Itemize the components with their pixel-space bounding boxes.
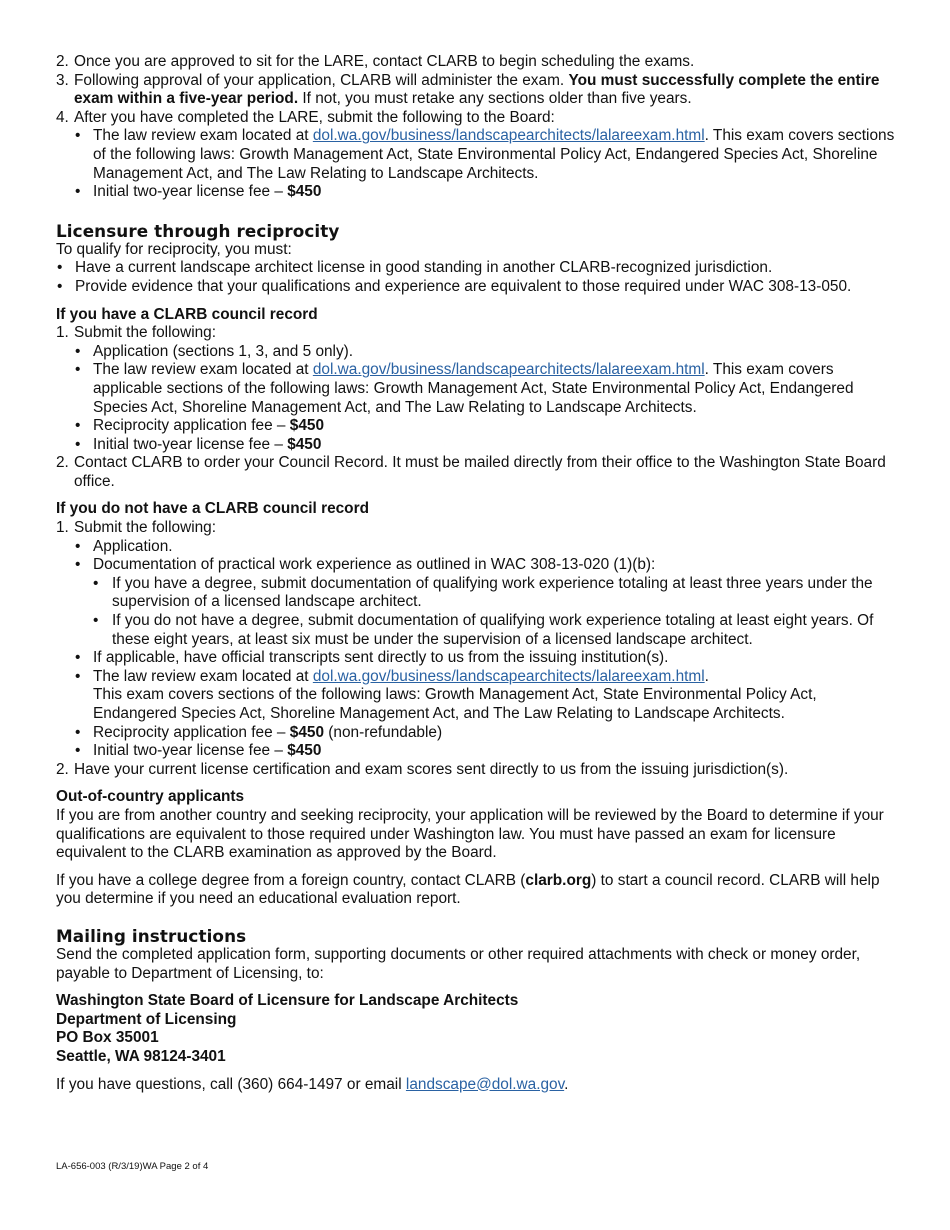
list-item: • Provide evidence that your qualifications and experience are equivalent to those required under WAC 308-13-050. xyxy=(57,277,852,295)
mailing-heading: Mailing instructions xyxy=(56,925,247,946)
list-item: • Initial two-year license fee – $450 xyxy=(75,183,322,201)
list-item: • Initial two-year license fee – $450 xyxy=(75,435,322,453)
bullet-icon: • xyxy=(75,361,81,379)
bullet-icon: • xyxy=(75,723,81,741)
bullet-icon: • xyxy=(75,742,81,760)
with-record-step-2: 2. Contact CLARB to order your Council Record. It must be mailed directly from their office to the Washington State Board office. xyxy=(56,454,886,490)
list-item: • If applicable, have official transcripts sent directly to us from the issuing institution(s). xyxy=(75,649,669,667)
document-page xyxy=(56,53,896,1094)
list-item: • Reciprocity application fee – $450 (non-refundable) xyxy=(75,723,443,741)
bullet-icon: • xyxy=(75,183,81,201)
list-item: • If you have a degree, submit documentation of qualifying work experience totaling at least three years under the supervision of a licensed landscape architect. xyxy=(93,574,873,611)
without-record-heading: If you do not have a CLARB council record xyxy=(56,500,369,518)
without-record-step-1: 1. Submit the following: xyxy=(56,519,217,537)
list-item: • The law review exam located at dol.wa.gov/business/landscapearchitects/lalareexam.html. This exam covers applicable sections of the following laws: Growth Management Act, State Environmental Policy Act, Endangered Species Act, Shoreline Management Act, and The Law Relating to Landscape Architects. xyxy=(75,361,854,416)
bullet-icon: • xyxy=(93,574,99,592)
list-item: • Application. xyxy=(75,537,173,555)
list-item: • Documentation of practical work experience as outlined in WAC 308-13-020 (1)(b): xyxy=(75,556,656,574)
with-record-heading: If you have a CLARB council record xyxy=(56,305,318,323)
list-item: • Have a current landscape architect license in good standing in another CLARB-recognized jurisdiction. xyxy=(57,259,773,277)
reciprocity-heading: Licensure through reciprocity xyxy=(56,220,340,241)
bullet-icon: • xyxy=(75,649,81,667)
bullet-icon: • xyxy=(75,556,81,574)
out-of-country-paragraph: If you are from another country and seeking reciprocity, your application will be reviewed by the Board to determine if your qualifications are equivalent to those required under Washington law. You must have passed an exam for licensure equivalent to the CLARB examination as approved by the Board. xyxy=(56,806,884,862)
bullet-icon: • xyxy=(57,259,63,277)
step-3: 3. Following approval of your application, CLARB will administer the exam. You must successfully complete the entire exam within a five-year period. If not, you must retake any sections older than five years. xyxy=(56,71,880,108)
list-item: • Initial two-year license fee – $450 xyxy=(75,742,322,760)
bullet-icon: • xyxy=(75,127,81,145)
step-2: 2. Once you are approved to sit for the LARE, contact CLARB to begin scheduling the exams. xyxy=(56,53,695,70)
bullet-icon: • xyxy=(75,667,81,685)
without-record-step-2: 2. Have your current license certification and exam scores sent directly to us from the issuing jurisdiction(s). xyxy=(56,760,789,778)
with-record-step-1: 1. Submit the following: xyxy=(56,324,217,342)
list-item: • Reciprocity application fee – $450 xyxy=(75,417,325,435)
list-item: • Application (sections 1, 3, and 5 only). xyxy=(75,342,354,360)
out-of-country-heading: Out-of-country applicants xyxy=(56,788,245,806)
law-review-exam-link[interactable]: dol.wa.gov/business/landscapearchitects/lalareexam.html xyxy=(312,361,705,379)
questions-line: If you have questions, call (360) 664-1497 or email landscape@dol.wa.gov. xyxy=(56,1075,569,1093)
form-footer: LA-656-003 (R/3/19)WA Page 2 of 4 xyxy=(56,1161,209,1172)
bullet-icon: • xyxy=(93,612,99,630)
list-item: • The law review exam located at dol.wa.gov/business/landscapearchitects/lalareexam.html. This exam covers sections of the following laws: Growth Management Act, State Environmental Policy Act, Endangered Species Act, Shoreline Management Act, and The Law Relating to Landscape Architects. xyxy=(75,667,817,722)
email-link[interactable]: landscape@dol.wa.gov xyxy=(405,1075,565,1093)
law-review-exam-link[interactable]: dol.wa.gov/business/landscapearchitects/lalareexam.html xyxy=(312,667,705,685)
list-item: • If you do not have a degree, submit documentation of qualifying work experience totaling at least eight years. Of these eight years, at least six must be under the supervision of a licensed landscape architect. xyxy=(93,612,874,648)
foreign-degree-paragraph: If you have a college degree from a foreign country, contact CLARB (clarb.org) to start a council record. CLARB will help you determine if you need an educational evaluation report. xyxy=(56,871,880,908)
reciprocity-intro: To qualify for reciprocity, you must: xyxy=(56,240,292,258)
step-4: 4. After you have completed the LARE, submit the following to the Board: xyxy=(56,108,555,126)
bullet-icon: • xyxy=(75,417,81,435)
bullet-icon: • xyxy=(75,537,81,555)
bullet-icon: • xyxy=(57,277,63,295)
law-review-exam-link[interactable]: dol.wa.gov/business/landscapearchitects/lalareexam.html xyxy=(312,127,705,145)
mailing-intro: Send the completed application form, supporting documents or other required attachments with check or money order, payable to Department of Licensing, to: xyxy=(56,945,861,982)
list-item: • The law review exam located at dol.wa.gov/business/landscapearchitects/lalareexam.html. This exam covers sections of the following laws: Growth Management Act, State Environmental Policy Act, Endangered Species Act, Shoreline Management Act, and The Law Relating to Landscape Architects. xyxy=(75,127,895,182)
bullet-icon: • xyxy=(75,435,81,453)
bullet-icon: • xyxy=(75,342,81,360)
mailing-address: Washington State Board of Licensure for Landscape Architects Department of Licensing PO Box 35001 Seattle, WA 98124-3401 xyxy=(56,992,519,1065)
